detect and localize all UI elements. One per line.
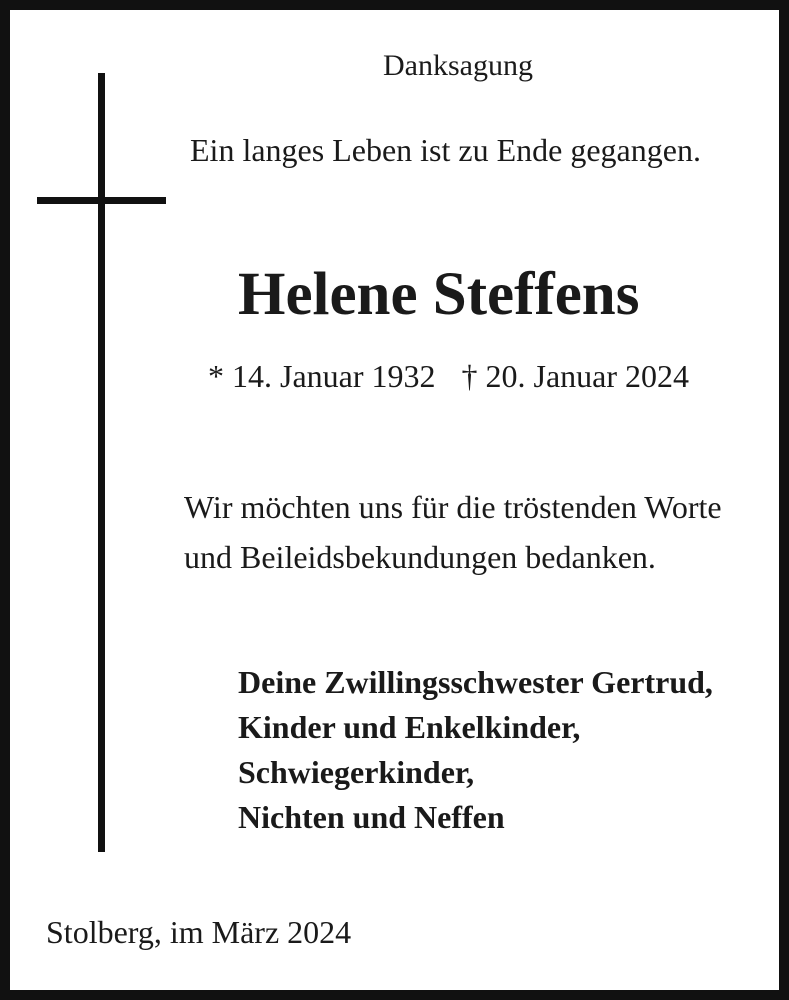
- mourner-line: Deine Zwillingsschwester Gertrud,: [238, 664, 713, 700]
- notice-heading: Danksagung: [383, 49, 533, 82]
- cross-horizontal-bar: [37, 197, 166, 204]
- thanks-line: Wir möchten uns für die tröstenden Worte: [184, 489, 722, 525]
- intro-text: Ein langes Leben ist zu Ende gegangen.: [190, 132, 701, 168]
- birth-date: * 14. Januar 1932: [208, 358, 436, 394]
- life-dates: [208, 360, 689, 392]
- death-date: † 20. Januar 2024: [461, 358, 690, 394]
- place-and-date: Stolberg, im März 2024: [46, 914, 352, 950]
- mourner-line: Kinder und Enkelkinder,: [238, 709, 581, 745]
- mourner-line: Nichten und Neffen: [238, 799, 505, 835]
- thanks-line: und Beileidsbekundungen bedanken.: [184, 539, 656, 575]
- deceased-name: Helene Steffens: [238, 261, 640, 328]
- mourner-line: Schwiegerkinder,: [238, 754, 475, 790]
- cross-vertical-bar: [98, 73, 105, 852]
